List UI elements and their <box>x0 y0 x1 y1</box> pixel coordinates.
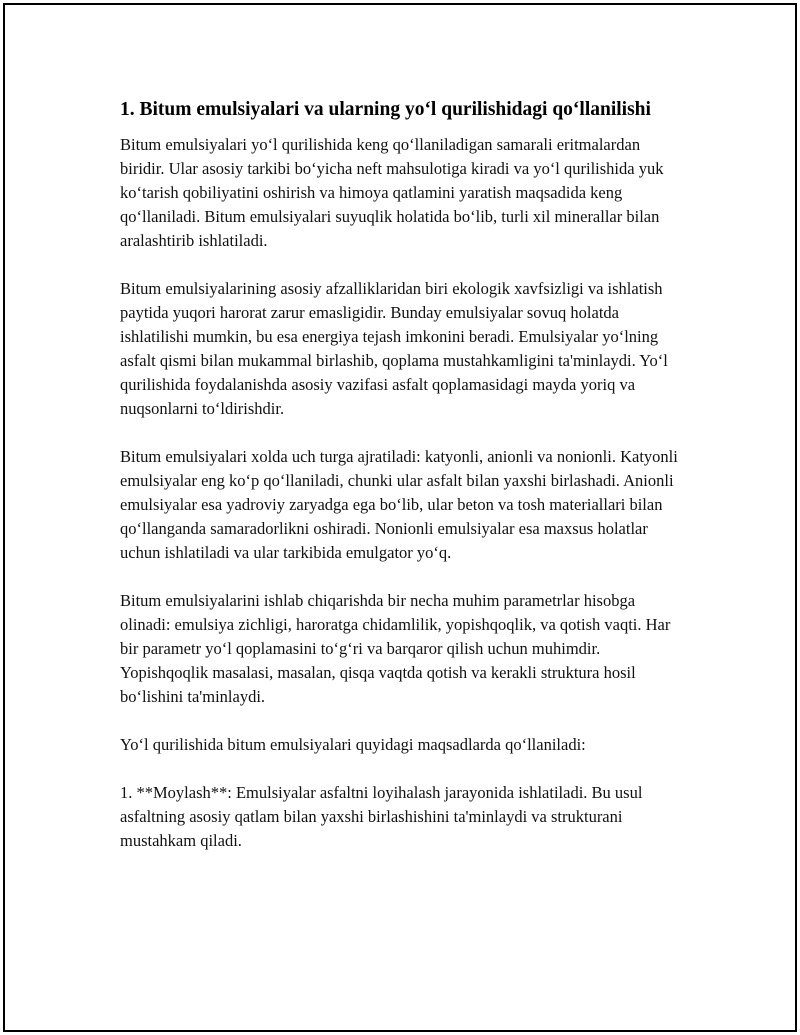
section-title: 1. Bitum emulsiyalari va ularning yo‘l qurilishidagi qo‘llanilishi <box>120 99 651 120</box>
paragraph-list-item-1: 1. **Moylash**: Emulsiyalar asfaltni loyihalash jarayonida ishlatiladi. Bu usul asfaltning asosiy qatlam bilan yaxshi birlashishini ta'minlaydi va strukturani mustahkam qiladi. <box>120 783 643 850</box>
paragraph-types: Bitum emulsiyalari xolda uch turga ajratiladi: katyonli, anionli va nonionli. Katyonli emulsiyalar eng ko‘p qo‘llaniladi, chunki ular asfalt bilan yaxshi birlashadi. Anionli emulsiyalar esa yadroviy zaryadga ega bo‘lib, ular beton va tosh materiallari bilan qo‘llanganda samaradorlikni oshiradi. Nonionli emulsiyalar esa maxsus holatlar uchun ishlatiladi va ular tarkibida emulgator yo‘q. <box>120 447 678 562</box>
paragraph-uses-intro: Yo‘l qurilishida bitum emulsiyalari quyidagi maqsadlarda qo‘llaniladi: <box>120 735 586 754</box>
paragraph-intro: Bitum emulsiyalari yo‘l qurilishida keng qo‘llaniladigan samarali eritmalardan biridir. Ular asosiy tarkibi bo‘yicha neft mahsulotiga kiradi va yo‘l qurilishida yuk ko‘tarish qobiliyatini oshirish va himoya qatlamini yaratish maqsadida keng qo‘llaniladi. Bitum emulsiyalari suyuqlik holatida bo‘lib, turli xil minerallar bilan aralashtirib ishlatiladi. <box>120 135 664 250</box>
paragraph-advantages: Bitum emulsiyalarining asosiy afzalliklaridan biri ekologik xavfsizligi va ishlatish paytida yuqori harorat zarur emasligidir. Bunday emulsiyalar sovuq holatda ishlatilishi mumkin, bu esa energiya tejash imkonini beradi. Emulsiyalar yo‘lning asfalt qismi bilan mukammal birlashib, qoplama mustahkamligini ta'minlaydi. Yo‘l qurilishida foydalanishda asosiy vazifasi asfalt qoplamasidagi mayda yoriq va nuqsonlarni to‘ldirishdir. <box>120 279 668 418</box>
paragraph-parameters: Bitum emulsiyalarini ishlab chiqarishda bir necha muhim parametrlar hisobga olinadi: emulsiya zichligi, haroratga chidamlilik, yopishqoqlik, va qotish vaqti. Har bir parametr yo‘l qoplamasini to‘g‘ri va barqaror qilish uchun muhimdir. Yopishqoqlik masalasi, masalan, qisqa vaqtda qotish va kerakli struktura hosil bo‘lishini ta'minlaydi. <box>120 591 671 706</box>
document-page <box>3 3 797 1032</box>
document-content <box>120 97 680 877</box>
